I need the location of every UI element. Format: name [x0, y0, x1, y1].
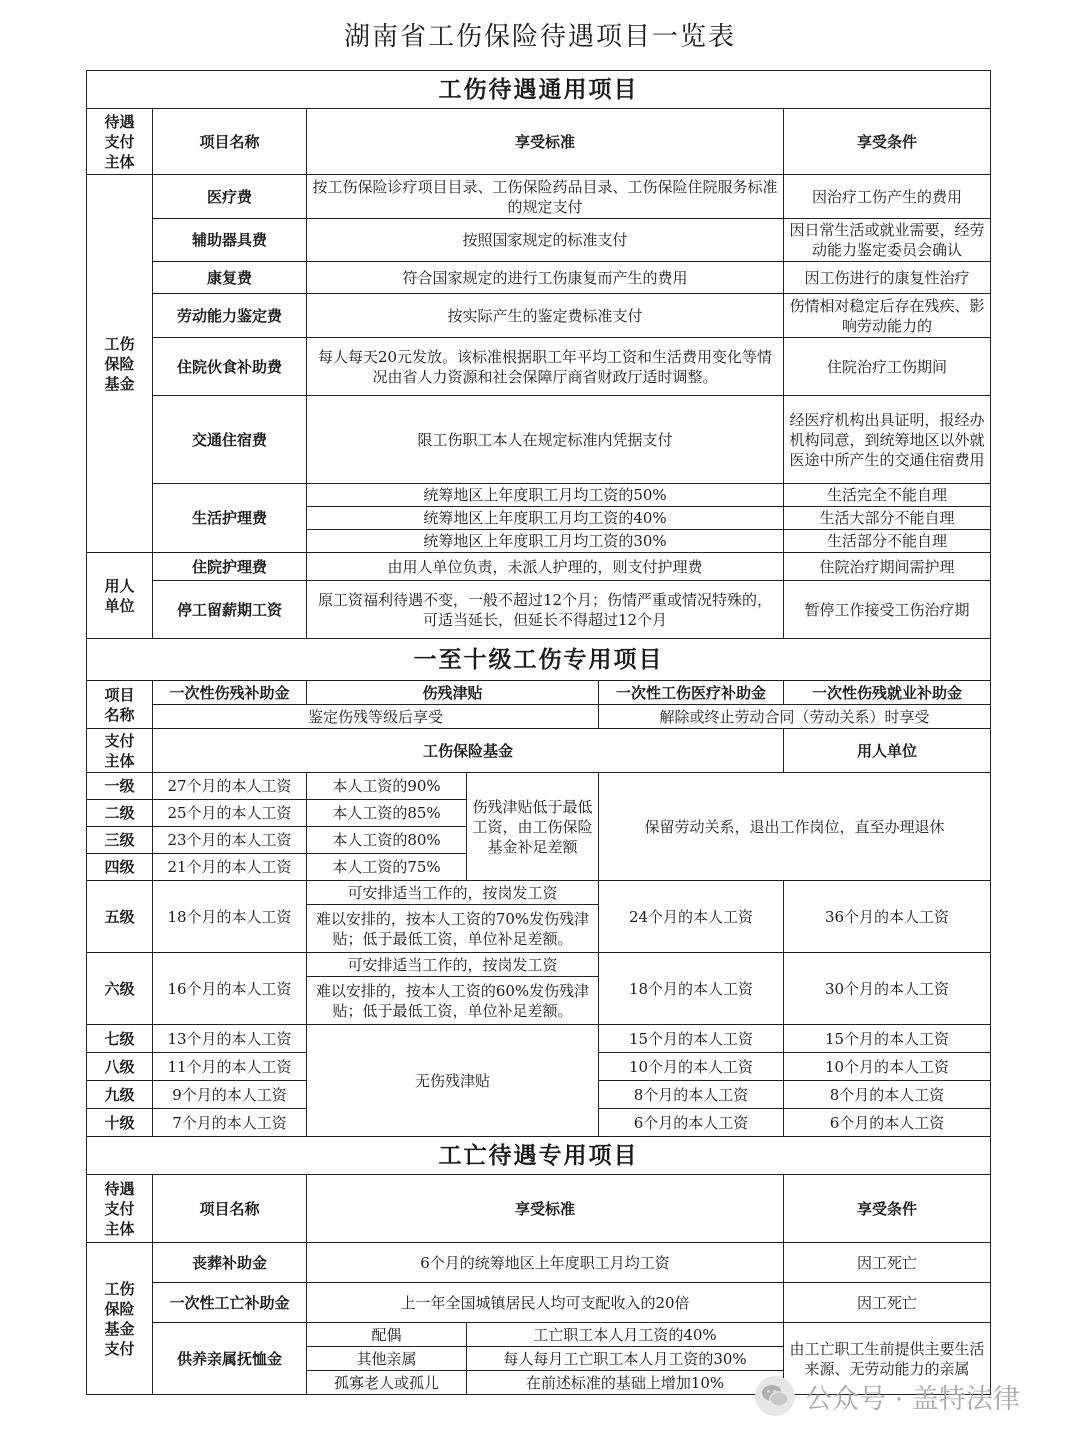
item-name: 停工留薪期工资	[153, 581, 307, 639]
payer-fund: 工伤保险基金	[153, 729, 784, 773]
when-right: 解除或终止劳动合同（劳动关系）时享受	[599, 705, 991, 729]
grade: 二级	[87, 800, 153, 827]
wechat-icon	[755, 1376, 795, 1416]
grade: 六级	[87, 953, 153, 1025]
grade-employment: 36个月的本人工资	[784, 881, 991, 953]
grade: 四级	[87, 854, 153, 881]
item-name: 康复费	[153, 262, 307, 294]
item-name: 供养亲属抚恤金	[153, 1323, 307, 1395]
header-item-name: 项目名称	[153, 109, 307, 175]
item-standard: 符合国家规定的进行工伤康复而产生的费用	[307, 262, 784, 294]
item-condition: 生活大部分不能自理	[784, 507, 991, 530]
item-standard: 按照国家规定的标准支付	[307, 219, 784, 262]
benefits-table	[86, 70, 991, 1395]
grade-allowance: 本人工资的85%	[307, 800, 467, 827]
grade-lump-sum: 23个月的本人工资	[153, 827, 307, 854]
grade-allowance-a: 可安排适当工作的，按岗发工资	[307, 881, 599, 905]
item-standard: 上一年全国城镇居民人均可支配收入的20倍	[307, 1283, 784, 1323]
grade-lump-sum: 13个月的本人工资	[153, 1025, 307, 1053]
pension-standard: 工亡职工本人月工资的40%	[467, 1323, 784, 1347]
grade-allowance-b: 难以安排的，按本人工资的60%发伤残津贴；低于最低工资，单位补足差额。	[307, 977, 599, 1025]
grade-medical: 18个月的本人工资	[599, 953, 784, 1025]
item-name: 生活护理费	[153, 484, 307, 553]
section-heading-general: 工伤待遇通用项目	[87, 71, 991, 109]
payer-employer: 用人单位	[784, 729, 991, 773]
item-standard: 限工伤职工本人在规定标准内凭据支付	[307, 396, 784, 484]
grade-lump-sum: 18个月的本人工资	[153, 881, 307, 953]
grade-medical: 6个月的本人工资	[599, 1109, 784, 1137]
grade-allowance: 本人工资的75%	[307, 854, 467, 881]
grade-lump-sum: 25个月的本人工资	[153, 800, 307, 827]
item-name: 丧葬补助金	[153, 1243, 307, 1283]
item-standard: 按工伤保险诊疗项目目录、工伤保险药品目录、工伤保险住院服务标准的规定支付	[307, 175, 784, 219]
item-name: 一次性工亡补助金	[153, 1283, 307, 1323]
item-condition: 因工死亡	[784, 1243, 991, 1283]
grade-medical: 24个月的本人工资	[599, 881, 784, 953]
grade-medical: 10个月的本人工资	[599, 1053, 784, 1081]
grade-lump-sum: 27个月的本人工资	[153, 773, 307, 800]
item-condition: 生活完全不能自理	[784, 484, 991, 507]
payer-fund: 工伤 保险 基金	[87, 175, 153, 553]
item-name: 劳动能力鉴定费	[153, 294, 307, 338]
grade: 八级	[87, 1053, 153, 1081]
item-medical-subsidy: 一次性工伤医疗补助金	[599, 681, 784, 705]
grade: 三级	[87, 827, 153, 854]
payer-label: 支付 主体	[87, 729, 153, 773]
item-lump-sum: 一次性伤残补助金	[153, 681, 307, 705]
item-name: 住院护理费	[153, 553, 307, 581]
grade: 五级	[87, 881, 153, 953]
pension-relative: 配偶	[307, 1323, 467, 1347]
item-name: 住院伙食补助费	[153, 338, 307, 396]
grade-lump-sum: 16个月的本人工资	[153, 953, 307, 1025]
grade-employment: 15个月的本人工资	[784, 1025, 991, 1053]
grade-employment: 6个月的本人工资	[784, 1109, 991, 1137]
header-item-name: 项目名称	[153, 1175, 307, 1243]
item-condition: 伤情相对稳定后存在残疾、影响劳动能力的	[784, 294, 991, 338]
benefits-sheet	[86, 70, 990, 1395]
item-disability-allowance: 伤残津贴	[307, 681, 599, 705]
section-heading-death: 工亡待遇专用项目	[87, 1137, 991, 1175]
item-name: 辅助器具费	[153, 219, 307, 262]
grade: 九级	[87, 1081, 153, 1109]
item-standard: 统筹地区上年度职工月均工资的50%	[307, 484, 784, 507]
grade: 十级	[87, 1109, 153, 1137]
grade: 七级	[87, 1025, 153, 1053]
watermark	[755, 1372, 1080, 1420]
grade-lump-sum: 11个月的本人工资	[153, 1053, 307, 1081]
item-standard: 统筹地区上年度职工月均工资的30%	[307, 530, 784, 553]
item-standard: 按实际产生的鉴定费标准支付	[307, 294, 784, 338]
when-left: 鉴定伤残等级后享受	[153, 705, 599, 729]
pension-relative: 其他亲属	[307, 1347, 467, 1371]
item-condition: 因日常生活或就业需要，经劳动能力鉴定委员会确认	[784, 219, 991, 262]
item-name-label: 项目 名称	[87, 681, 153, 729]
payer-employer: 用人 单位	[87, 553, 153, 639]
item-employment-subsidy: 一次性伤残就业补助金	[784, 681, 991, 705]
item-condition: 暂停工作接受工伤治疗期	[784, 581, 991, 639]
grade-medical: 8个月的本人工资	[599, 1081, 784, 1109]
grade-allowance-b: 难以安排的，按本人工资的70%发伤残津贴；低于最低工资，单位补足差额。	[307, 905, 599, 953]
grade-employment: 8个月的本人工资	[784, 1081, 991, 1109]
grade: 一级	[87, 773, 153, 800]
page-title: 湖南省工伤保险待遇项目一览表	[343, 22, 736, 52]
header-condition: 享受条件	[784, 1175, 991, 1243]
section-heading-grades: 一至十级工伤专用项目	[87, 639, 991, 681]
item-name: 医疗费	[153, 175, 307, 219]
grade-allowance-a: 可安排适当工作的，按岗发工资	[307, 953, 599, 977]
item-standard: 6个月的统筹地区上年度职工月均工资	[307, 1243, 784, 1283]
item-condition: 因治疗工伤产生的费用	[784, 175, 991, 219]
header-standard: 享受标准	[307, 1175, 784, 1243]
item-condition: 因工死亡	[784, 1283, 991, 1323]
pension-condition: 由工亡职工生前提供主要生活来源、无劳动能力的亲属	[784, 1323, 991, 1395]
item-standard: 原工资福利待遇不变，一般不超过12个月；伤情严重或情况特殊的，可适当延长，但延长不得超过12个月	[307, 581, 784, 639]
header-payer: 待遇 支付 主体	[87, 1175, 153, 1243]
item-condition: 经医疗机构出具证明，报经办机构同意，到统筹地区以外就医途中所产生的交通住宿费用	[784, 396, 991, 484]
grade-lump-sum: 7个月的本人工资	[153, 1109, 307, 1137]
grade-lump-sum: 21个月的本人工资	[153, 854, 307, 881]
watermark-text: 公众号 · 盖特法律	[805, 1383, 1020, 1415]
item-standard: 统筹地区上年度职工月均工资的40%	[307, 507, 784, 530]
item-standard: 由用人单位负责，未派人护理的，则支付护理费	[307, 553, 784, 581]
pension-standard: 每人每月工亡职工本人月工资的30%	[467, 1347, 784, 1371]
grade-medical: 15个月的本人工资	[599, 1025, 784, 1053]
grade-allowance: 本人工资的90%	[307, 773, 467, 800]
grade-allowance: 本人工资的80%	[307, 827, 467, 854]
item-standard: 每人每天20元发放。该标准根据职工年平均工资和生活费用变化等情况由省人力资源和社会保障厅商省财政厅适时调整。	[307, 338, 784, 396]
allowance-note: 伤残津贴低于最低工资，由工伤保险基金补足差额	[467, 773, 599, 881]
item-name: 交通住宿费	[153, 396, 307, 484]
grade-employment: 10个月的本人工资	[784, 1053, 991, 1081]
header-standard: 享受标准	[307, 109, 784, 175]
grade-employment: 30个月的本人工资	[784, 953, 991, 1025]
item-condition: 生活部分不能自理	[784, 530, 991, 553]
no-allowance: 无伤残津贴	[307, 1025, 599, 1137]
payer-fund: 工伤 保险 基金 支付	[87, 1243, 153, 1395]
pension-standard: 在前述标准的基础上增加10%	[467, 1371, 784, 1395]
item-condition: 住院治疗工伤期间	[784, 338, 991, 396]
header-payer: 待遇 支付 主体	[87, 109, 153, 175]
item-condition: 因工伤进行的康复性治疗	[784, 262, 991, 294]
keep-relation: 保留劳动关系，退出工作岗位，直至办理退休	[599, 773, 991, 881]
item-condition: 住院治疗期间需护理	[784, 553, 991, 581]
header-condition: 享受条件	[784, 109, 991, 175]
grade-lump-sum: 9个月的本人工资	[153, 1081, 307, 1109]
pension-relative: 孤寡老人或孤儿	[307, 1371, 467, 1395]
